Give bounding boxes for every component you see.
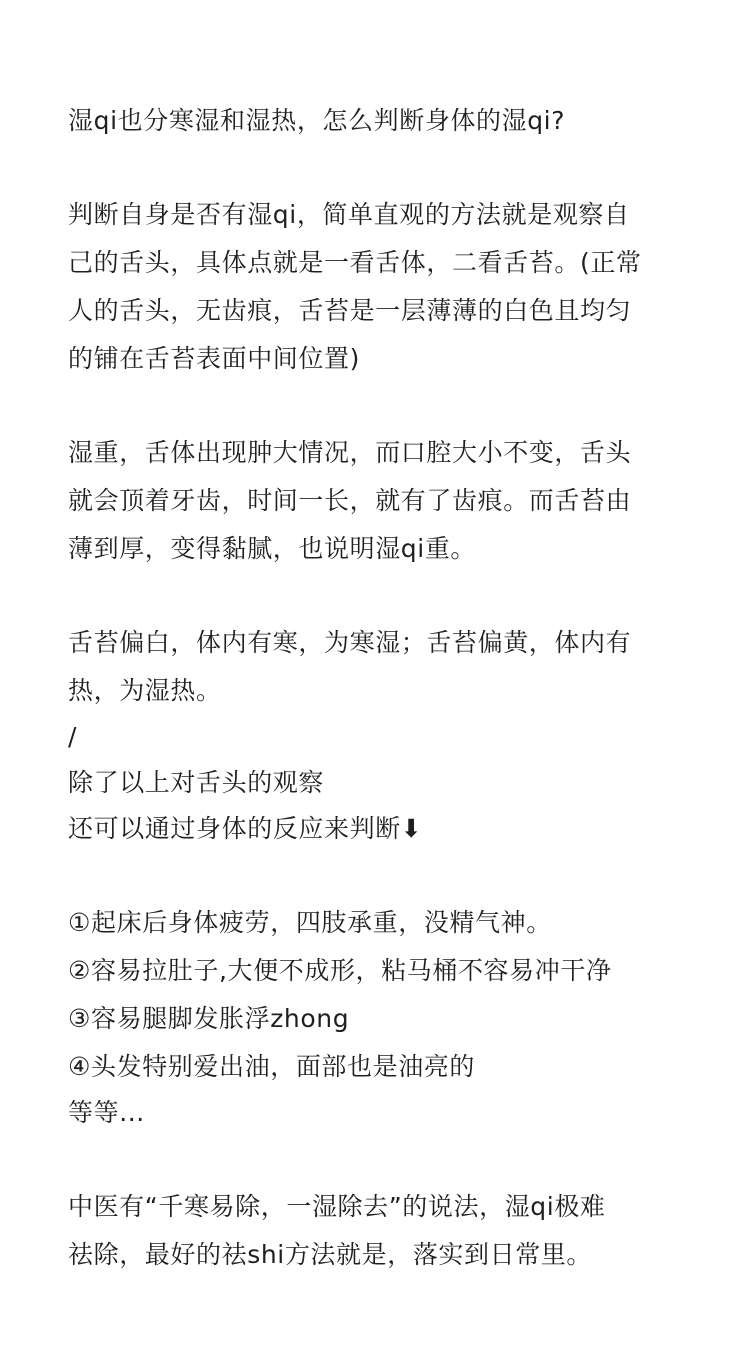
paragraph-line: 中医有“千寒易除，一湿除去”的说法，湿qi极难	[68, 1192, 606, 1221]
paragraph-line: 就会顶着牙齿，时间一长，就有了齿痕。而舌苔由	[68, 486, 632, 515]
paragraph-line: 己的舌头，具体点就是一看舌体，二看舌苔。(正常	[68, 248, 642, 277]
paragraph-line: 舌苔偏白，体内有寒，为寒湿；舌苔偏黄，体内有	[68, 628, 632, 657]
symptom-item: ①起床后身体疲劳，四肢承重，没精气神。	[68, 908, 552, 937]
paragraph-line: 薄到厚，变得黏腻，也说明湿qi重。	[68, 534, 477, 563]
paragraph-line: 人的舌头，无齿痕，舌苔是一层薄薄的白色且均匀	[68, 296, 632, 325]
article-title: 湿qi也分寒湿和湿热，怎么判断身体的湿qi?	[68, 106, 566, 135]
paragraph-line: 祛除，最好的祛shi方法就是，落实到日常里。	[68, 1240, 593, 1269]
symptom-item: ③容易腿脚发胀浮zhong	[68, 1004, 350, 1033]
symptom-item: ②容易拉肚子,大便不成形，粘马桶不容易冲干净	[68, 956, 612, 985]
paragraph-line: 湿重，舌体出现肿大情况，而口腔大小不变，舌头	[68, 438, 632, 467]
symptom-item: ④头发特别爱出油，面部也是油亮的	[68, 1052, 476, 1081]
symptom-etc: 等等...	[68, 1098, 145, 1127]
paragraph-line: 判断自身是否有湿qi，简单直观的方法就是观察自	[68, 200, 630, 229]
paragraph-line: 热，为湿热。	[68, 676, 222, 705]
transition-line: 还可以通过身体的反应来判断⬇	[68, 814, 423, 843]
transition-line: 除了以上对舌头的观察	[68, 768, 325, 797]
paragraph-line: 的铺在舌苔表面中间位置)	[68, 344, 360, 373]
separator-slash: /	[68, 722, 78, 751]
